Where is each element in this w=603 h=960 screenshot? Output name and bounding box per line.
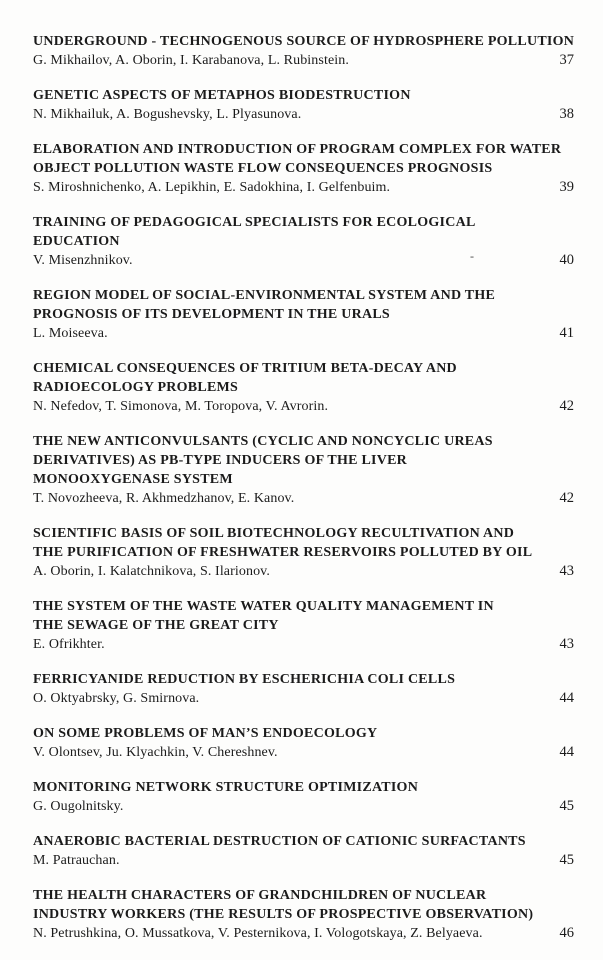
toc-entry <box>33 213 574 270</box>
entry-page-number: 42 <box>559 398 574 414</box>
entry-title-line: ELABORATION AND INTRODUCTION OF PROGRAM COMPLEX FOR WATER <box>33 142 562 157</box>
toc-entry <box>33 597 574 654</box>
entry-page-number: 42 <box>559 490 574 506</box>
toc-entry <box>33 778 574 816</box>
toc-entry <box>33 724 574 762</box>
entry-title <box>33 597 574 635</box>
entry-title-line: THE NEW ANTICONVULSANTS (CYCLIC AND NONCYCLIC UREAS <box>33 434 493 449</box>
entry-byline <box>33 689 574 708</box>
entry-title-line: FERRICYANIDE REDUCTION BY ESCHERICHIA COLI CELLS <box>33 672 456 687</box>
toc-entry <box>33 359 574 416</box>
entry-authors: S. Miroshnichenko, A. Lepikhin, E. Sadokhina, I. Gelfenbuim. <box>33 180 391 195</box>
toc-entry <box>33 86 574 124</box>
entry-byline <box>33 851 574 870</box>
entry-authors: G. Ougolnitsky. <box>33 799 124 814</box>
entry-authors: N. Nefedov, T. Simonova, M. Toropova, V. Avrorin. <box>33 399 329 414</box>
entry-authors: L. Moiseeva. <box>33 326 108 341</box>
entry-title-line: REGION MODEL OF SOCIAL-ENVIRONMENTAL SYSTEM AND THE <box>33 288 496 303</box>
entry-byline <box>33 251 574 270</box>
entry-title-line: RADIOECOLOGY PROBLEMS <box>33 380 239 395</box>
entry-page-group <box>554 635 574 654</box>
entry-page-number: 46 <box>559 925 574 941</box>
entry-page-group <box>554 397 574 416</box>
entry-title-line: THE SYSTEM OF THE WASTE WATER QUALITY MANAGEMENT IN <box>33 599 494 614</box>
entry-title-line: THE HEALTH CHARACTERS OF GRANDCHILDREN OF NUCLEAR <box>33 888 487 903</box>
entry-title-line: TRAINING OF PEDAGOGICAL SPECIALISTS FOR ECOLOGICAL <box>33 215 476 230</box>
entry-title-line: UNDERGROUND - TECHNOGENOUS SOURCE OF HYDROSPHERE POLLUTION <box>33 34 575 49</box>
entry-title <box>33 432 574 489</box>
entry-page-group <box>554 743 574 762</box>
entry-byline <box>33 324 574 343</box>
entry-title-line: OBJECT POLLUTION WASTE FLOW CONSEQUENCES PROGNOSIS <box>33 161 493 176</box>
toc-entry <box>33 140 574 197</box>
entry-page-group <box>554 105 574 124</box>
entry-page-number: 38 <box>559 106 574 122</box>
entry-title <box>33 724 574 743</box>
entry-title-line: MONITORING NETWORK STRUCTURE OPTIMIZATION <box>33 780 419 795</box>
entry-byline <box>33 178 574 197</box>
entry-page-number: 45 <box>559 852 574 868</box>
entry-title-line: INDUSTRY WORKERS (THE RESULTS OF PROSPECTIVE OBSERVATION) <box>33 907 534 922</box>
entry-title-line: ON SOME PROBLEMS OF MAN’S ENDOECOLOGY <box>33 726 378 741</box>
entry-title-line: PROGNOSIS OF ITS DEVELOPMENT IN THE URALS <box>33 307 390 322</box>
entry-title <box>33 86 574 105</box>
entry-title-line: CHEMICAL CONSEQUENCES OF TRITIUM BETA-DECAY AND <box>33 361 457 376</box>
entry-page-number: 37 <box>559 52 574 68</box>
entry-byline <box>33 51 574 70</box>
toc-entry <box>33 286 574 343</box>
entry-title <box>33 670 574 689</box>
entry-authors: M. Patrauchan. <box>33 853 120 868</box>
entry-title-line: THE PURIFICATION OF FRESHWATER RESERVOIRS POLLUTED BY OIL <box>33 545 533 560</box>
entry-title <box>33 359 574 397</box>
entry-page-group <box>554 689 574 708</box>
entry-title <box>33 286 574 324</box>
entry-byline <box>33 105 574 124</box>
entry-title-line: SCIENTIFIC BASIS OF SOIL BIOTECHNOLOGY RECULTIVATION AND <box>33 526 515 541</box>
entry-byline <box>33 562 574 581</box>
entry-title-line: GENETIC ASPECTS OF METAPHOS BIODESTRUCTION <box>33 88 411 103</box>
entry-title-line: THE SEWAGE OF THE GREAT CITY <box>33 618 279 633</box>
entry-page-group <box>554 324 574 343</box>
entry-byline <box>33 797 574 816</box>
entry-authors: E. Ofrikhter. <box>33 637 105 652</box>
entry-byline <box>33 635 574 654</box>
entry-authors: G. Mikhailov, A. Oborin, I. Karabanova, L. Rubinstein. <box>33 53 349 68</box>
entry-page-number: 43 <box>559 563 574 579</box>
toc-entry <box>33 832 574 870</box>
toc-entry <box>33 432 574 508</box>
entry-authors: N. Petrushkina, O. Mussatkova, V. Pesternikova, I. Vologotskaya, Z. Belyaeva. <box>33 926 483 941</box>
entry-title-line: DERIVATIVES) AS PB-TYPE INDUCERS OF THE LIVER <box>33 453 408 468</box>
entry-authors: V. Olontsev, Ju. Klyachkin, V. Chereshnev. <box>33 745 278 760</box>
entry-page-group <box>554 851 574 870</box>
entry-page-number: 45 <box>559 798 574 814</box>
entry-page-number: 40 <box>559 252 574 268</box>
entry-authors: T. Novozheeva, R. Akhmedzhanov, E. Kanov. <box>33 491 295 506</box>
entry-title-line: MONOOXYGENASE SYSTEM <box>33 472 233 487</box>
entry-byline <box>33 743 574 762</box>
entry-title-line: ANAEROBIC BACTERIAL DESTRUCTION OF CATIONIC SURFACTANTS <box>33 834 526 849</box>
entry-byline <box>33 489 574 508</box>
entry-page-group <box>470 251 574 270</box>
toc-entry <box>33 886 574 943</box>
entry-page-group <box>554 562 574 581</box>
toc-entry-list <box>33 32 574 959</box>
entry-page-number: 43 <box>559 636 574 652</box>
entry-title <box>33 213 574 251</box>
entry-title-line: EDUCATION <box>33 234 120 249</box>
entry-page-number: 41 <box>559 325 574 341</box>
scan-artifact-dash: - <box>470 249 474 263</box>
entry-page-group <box>554 924 574 943</box>
entry-page-number: 44 <box>559 744 574 760</box>
entry-authors: A. Oborin, I. Kalatchnikova, S. Ilarionov. <box>33 564 270 579</box>
entry-authors: O. Oktyabrsky, G. Smirnova. <box>33 691 200 706</box>
toc-entry <box>33 670 574 708</box>
entry-byline <box>33 924 574 943</box>
toc-entry <box>33 32 574 70</box>
entry-byline <box>33 397 574 416</box>
entry-authors: N. Mikhailuk, A. Bogushevsky, L. Plyasunova. <box>33 107 302 122</box>
entry-page-number: 44 <box>559 690 574 706</box>
entry-page-group <box>554 489 574 508</box>
entry-title <box>33 140 574 178</box>
entry-page-group <box>554 51 574 70</box>
entry-title <box>33 524 574 562</box>
entry-title <box>33 832 574 851</box>
entry-authors: V. Misenzhnikov. <box>33 253 133 268</box>
entry-title <box>33 778 574 797</box>
toc-entry <box>33 524 574 581</box>
entry-page-group <box>554 797 574 816</box>
entry-page-number: 39 <box>559 179 574 195</box>
entry-title <box>33 32 574 51</box>
entry-title <box>33 886 574 924</box>
entry-page-group <box>554 178 574 197</box>
